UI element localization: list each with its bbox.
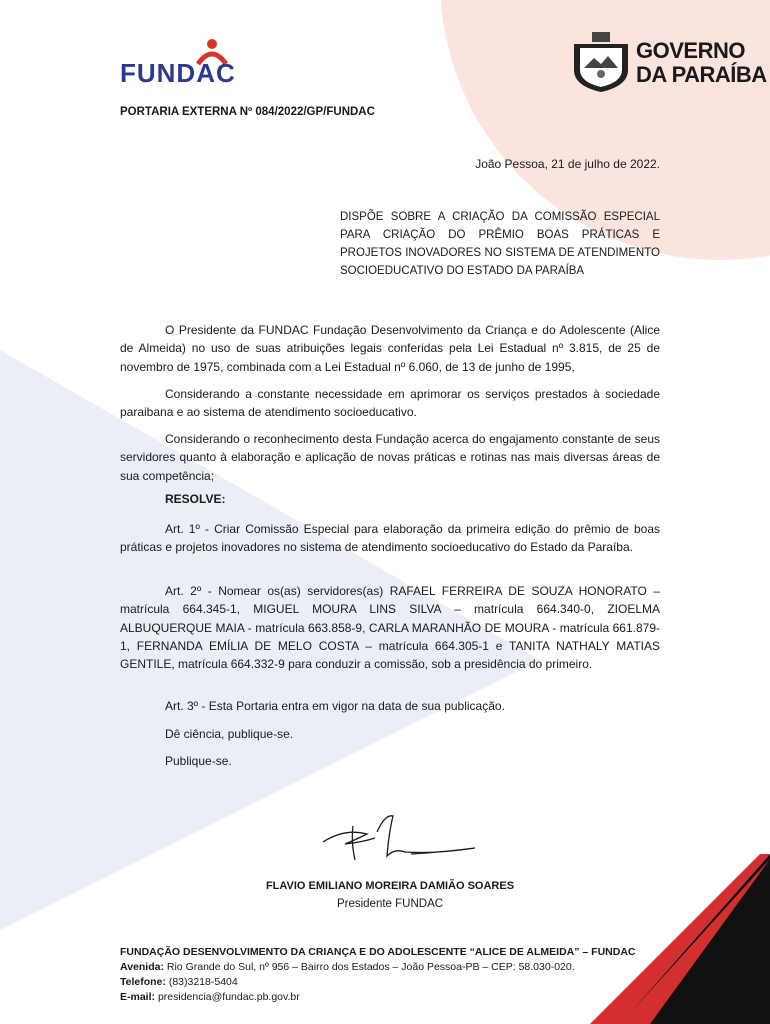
governo-paraiba-logo <box>570 30 770 94</box>
closing-line-1: Dê ciência, publique-se. <box>165 727 294 741</box>
footer-phone-value: (83)3218-5404 <box>168 976 238 988</box>
closing-line-2: Publique-se. <box>165 754 232 768</box>
document-title: PORTARIA EXTERNA Nº 084/2022/GP/FUNDAC <box>120 106 375 118</box>
article-1: Art. 1º - Criar Comissão Especial para elaboração da primeira edição do prêmio de boas práticas e projetos inovadores no sistema de atendimento socioeducativo do Estado da Paraíba. <box>120 522 660 555</box>
considerando-paragraph-1: Considerando a constante necessidade em aprimorar os serviços prestados à sociedade paraibana e ao sistema de atendimento socioeducativo. <box>120 387 660 420</box>
fundac-logo-text: FUNDAC <box>120 58 236 88</box>
governo-logo-line2: DA PARAÍBA <box>636 62 767 87</box>
footer-phone-label: Telefone: <box>120 976 166 988</box>
fundac-logo <box>120 36 250 86</box>
considerando-paragraph-2: Considerando o reconhecimento desta Fundação acerca do engajamento constante de seus servidores quanto à elaboração e aplicação de novas práticas e rotinas nas mais diversas áreas de sua competência; <box>120 432 660 483</box>
governo-logo-line1: GOVERNO <box>636 38 745 63</box>
footer-address-value: Rio Grande do Sul, nº 956 – Bairro dos Estados – João Pessoa-PB – CEP: 58.030-020. <box>166 961 575 973</box>
handwritten-signature <box>315 808 495 878</box>
footer-phone <box>120 975 238 990</box>
article-2: Art. 2º - Nomear os(as) servidores(as) RAFAEL FERREIRA DE SOUZA HONORATO – matrícula 664.345-1, MIGUEL MOURA LINS SILVA – matrícula 664.340-0, ZIOELMA ALBUQUERQUE MAIA - matrícula 663.858-9, CARLA MARANHÃO DE MOURA - matrícula 661.879-1, FERNANDA EMÍLIA DE MELO COSTA – matrícula 664.305-1 e TANITA NATHALY MATIAS GENTILE, matrícula 664.332-9 para conduzir a comissão, sob a presidência do primeiro. <box>120 584 660 672</box>
footer-address-label: Avenida: <box>120 961 164 973</box>
resolve-label: RESOLVE: <box>165 492 226 506</box>
footer-email-label: E-mail: <box>120 991 156 1003</box>
date-line: João Pessoa, 21 de julho de 2022. <box>475 157 660 171</box>
preamble-paragraph: O Presidente da FUNDAC Fundação Desenvolvimento da Criança e do Adolescente (Alice de Almeida) no uso de suas atribuições legais conferidas pela Lei Estadual nº 3.815, de 25 de novembro de 1975, combinada com a Lei Estadual nº 6.060, de 13 de junho de 1995, <box>120 323 660 374</box>
signer-name: FLAVIO EMILIANO MOREIRA DAMIÃO SOARES <box>265 880 515 892</box>
footer-address <box>120 960 575 975</box>
state-coat-of-arms-icon <box>570 30 632 94</box>
article-3: Art. 3º - Esta Portaria entra em vigor na data de sua publicação. <box>165 699 505 713</box>
footer-email-value[interactable]: presidencia@fundac.pb.gov.br <box>157 991 300 1003</box>
footer-email <box>120 990 300 1005</box>
signer-role: Presidente FUNDAC <box>336 898 444 910</box>
footer-institution: FUNDAÇÃO DESENVOLVIMENTO DA CRIANÇA E DO ADOLESCENTE “ALICE DE ALMEIDA” – FUNDAC <box>120 946 636 958</box>
ementa: DISPÕE SOBRE A CRIAÇÃO DA COMISSÃO ESPECIAL PARA CRIAÇÃO DO PRÊMIO BOAS PRÁTICAS E PROJETOS INOVADORES NO SISTEMA DE ATENDIMENTO SOCIOEDUCATIVO DO ESTADO DA PARAÍBA <box>340 211 660 277</box>
